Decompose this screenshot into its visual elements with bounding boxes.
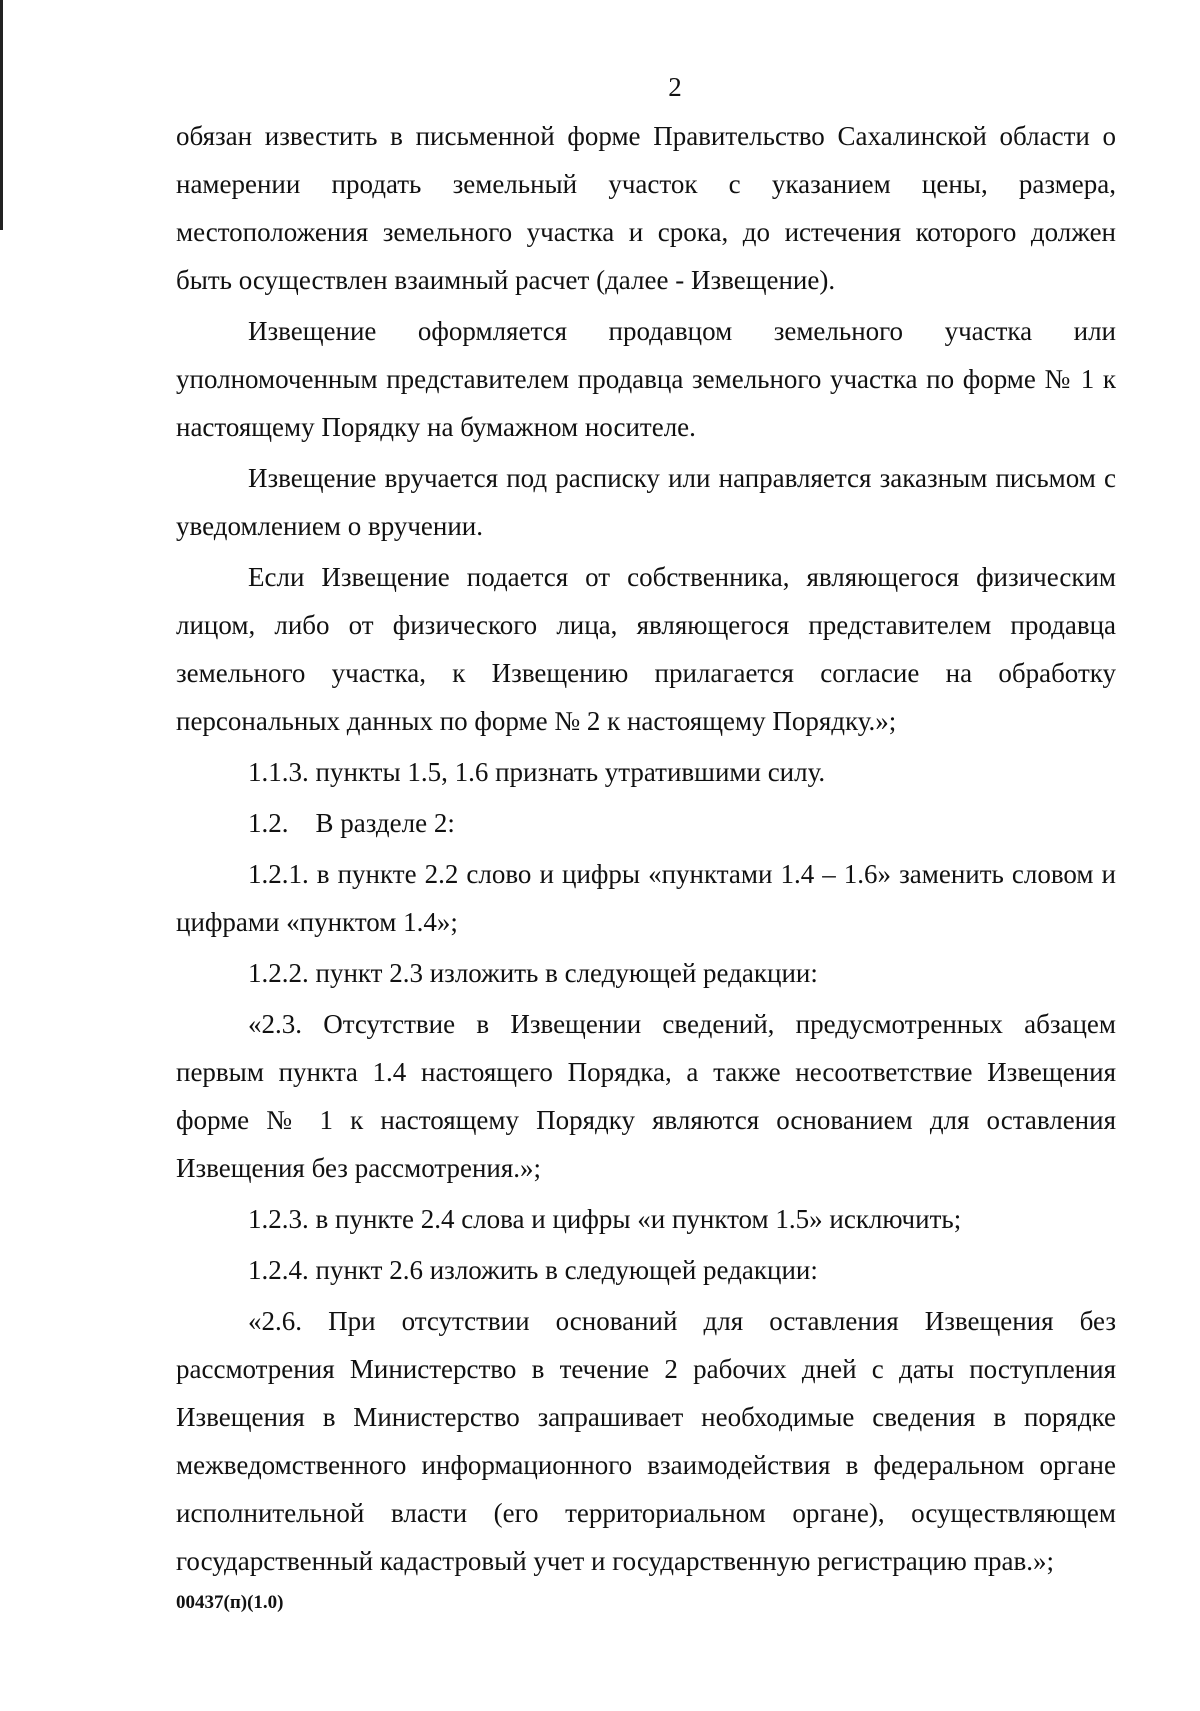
paragraph-12: «2.6. При отсутствии оснований для оставления Извещения без рассмотрения Министерство в течение 2 рабочих дней с даты поступления Извещения в Министерство запрашивает необходимые сведения в порядке межведомственного информационного взаимодействия в федеральном органе исполнительной власти (его территориальном органе), осуществляющем государственный кадастровый учет и государственную регистрацию прав.»; xyxy=(176,1306,1116,1576)
paragraph-11: 1.2.4. пункт 2.6 изложить в следующей редакции: xyxy=(248,1255,818,1285)
paragraph-6: 1.2. В разделе 2: xyxy=(248,808,455,838)
paragraph-1: обязан известить в письменной форме Правительство Сахалинской области о намерении продать земельный участок с указанием цены, размера, местоположения земельного участка и срока, до истечения которого должен быть осуществлен взаимный расчет (далее - Извещение). xyxy=(176,121,1116,295)
paragraph-4: Если Извещение подается от собственника, являющегося физическим лицом, либо от физического лица, являющегося представителем продавца земельного участка, к Извещению прилагается согласие на обработку персональных данных по форме № 2 к настоящему Порядку.»; xyxy=(176,562,1116,736)
paragraph-2: Извещение оформляется продавцом земельного участка или уполномоченным представителем продавца земельного участка по форме № 1 к настоящему Порядку на бумажном носителе. xyxy=(176,316,1116,442)
paragraph-7: 1.2.1. в пункте 2.2 слово и цифры «пунктами 1.4 – 1.6» заменить словом и цифрами «пунктом 1.4»; xyxy=(176,859,1116,937)
paragraph-9: «2.3. Отсутствие в Извещении сведений, предусмотренных абзацем первым пункта 1.4 настоящего Порядка, а также несоответствие Извещения форме № 1 к настоящему Порядку являются основанием для оставления Извещения без рассмотрения.»; xyxy=(176,1009,1116,1183)
page-edge xyxy=(0,0,3,230)
document-code: 00437(п)(1.0) xyxy=(176,1592,284,1613)
paragraph-3: Извещение вручается под расписку или направляется заказным письмом с уведомлением о вручении. xyxy=(176,463,1116,541)
paragraph-10: 1.2.3. в пункте 2.4 слова и цифры «и пунктом 1.5» исключить; xyxy=(248,1204,962,1234)
page-number: 2 xyxy=(668,72,682,102)
document-body xyxy=(176,112,1116,1585)
paragraph-5: 1.1.3. пункты 1.5, 1.6 признать утратившими силу. xyxy=(248,757,826,787)
paragraph-8: 1.2.2. пункт 2.3 изложить в следующей редакции: xyxy=(248,958,818,988)
